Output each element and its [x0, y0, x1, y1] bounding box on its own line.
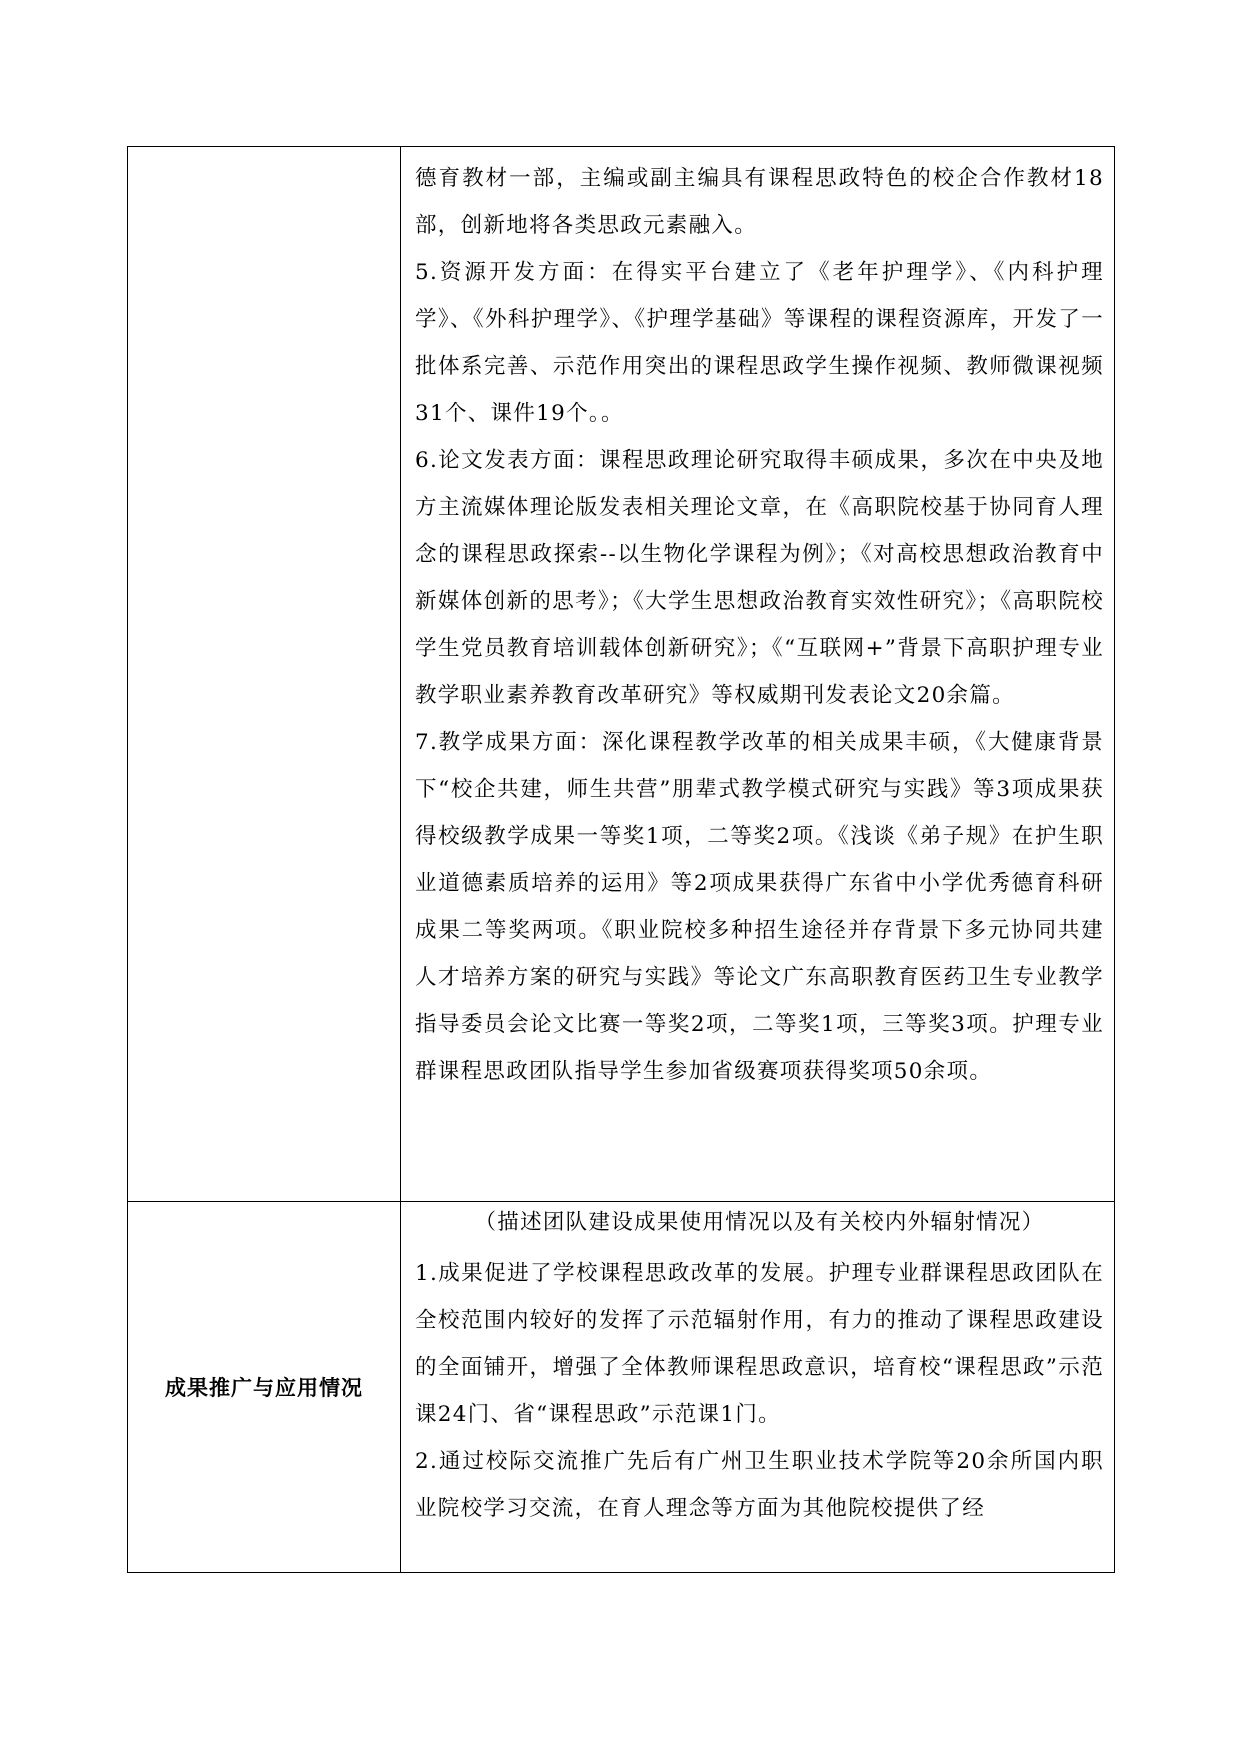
document-table: [127, 146, 1115, 1573]
section-note: （描述团队建设成果使用情况以及有关校内外辐射情况）: [474, 1210, 1045, 1235]
paragraph-inter-school-exchange: 2.通过校际交流推广先后有广州卫生职业技术学院等20余所国内职业院校学习交流，在育人理念等方面为其他院校提供了经: [415, 1449, 1104, 1521]
paragraph-resource-development: 5.资源开发方面：在得实平台建立了《老年护理学》、《内科护理学》、《外科护理学》、《护理学基础》等课程的课程资源库，开发了一批体系完善、示范作用突出的课程思政学生操作视频、教师微课视频31个、课件19个。。: [415, 260, 1104, 426]
row-content-cell: [401, 1202, 1115, 1573]
row-content-cell: [401, 147, 1115, 1202]
paragraph-reform-development: 1.成果促进了学校课程思政改革的发展。护理专业群课程思政团队在全校范围内较好的发挥了示范辐射作用，有力的推动了课程思政建设的全面铺开，增强了全体教师课程思政意识，培育校“课程思政”示范课24门、省“课程思政”示范课1门。: [415, 1261, 1104, 1427]
row-label-cell-empty: [128, 147, 401, 1202]
row-label-promotion: 成果推广与应用情况: [165, 1376, 363, 1400]
paragraph-teaching-achievements: 7.教学成果方面：深化课程教学改革的相关成果丰硕，《大健康背景下“校企共建，师生共营”朋辈式教学模式研究与实践》等3项成果获得校级教学成果一等奖1项，二等奖2项。《浅谈《弟子规》在护生职业道德素质培养的运用》等2项成果获得广东省中小学优秀德育科研成果二等奖两项。《职业院校多种招生途径并存背景下多元协同共建人才培养方案的研究与实践》等论文广东高职教育医药卫生专业教学指导委员会论文比赛一等奖2项，二等奖1项，三等奖3项。护理专业群课程思政团队指导学生参加省级赛项获得奖项50余项。: [415, 730, 1104, 1084]
row-label-cell: [128, 1202, 401, 1573]
table-row-results: [128, 147, 1115, 1202]
table-row-promotion: [128, 1202, 1115, 1573]
paragraph-textbooks: 德育教材一部，主编或副主编具有课程思政特色的校企合作教材18部，创新地将各类思政元素融入。: [415, 166, 1104, 238]
paragraph-paper-publication: 6.论文发表方面：课程思政理论研究取得丰硕成果，多次在中央及地方主流媒体理论版发表相关理论文章，在《高职院校基于协同育人理念的课程思政探索--以生物化学课程为例》；《对高校思想政治教育中新媒体创新的思考》；《大学生思想政治教育实效性研究》；《高职院校学生党员教育培训载体创新研究》；《“互联网+”背景下高职护理专业教学职业素养教育改革研究》等权威期刊发表论文20余篇。: [415, 448, 1104, 708]
